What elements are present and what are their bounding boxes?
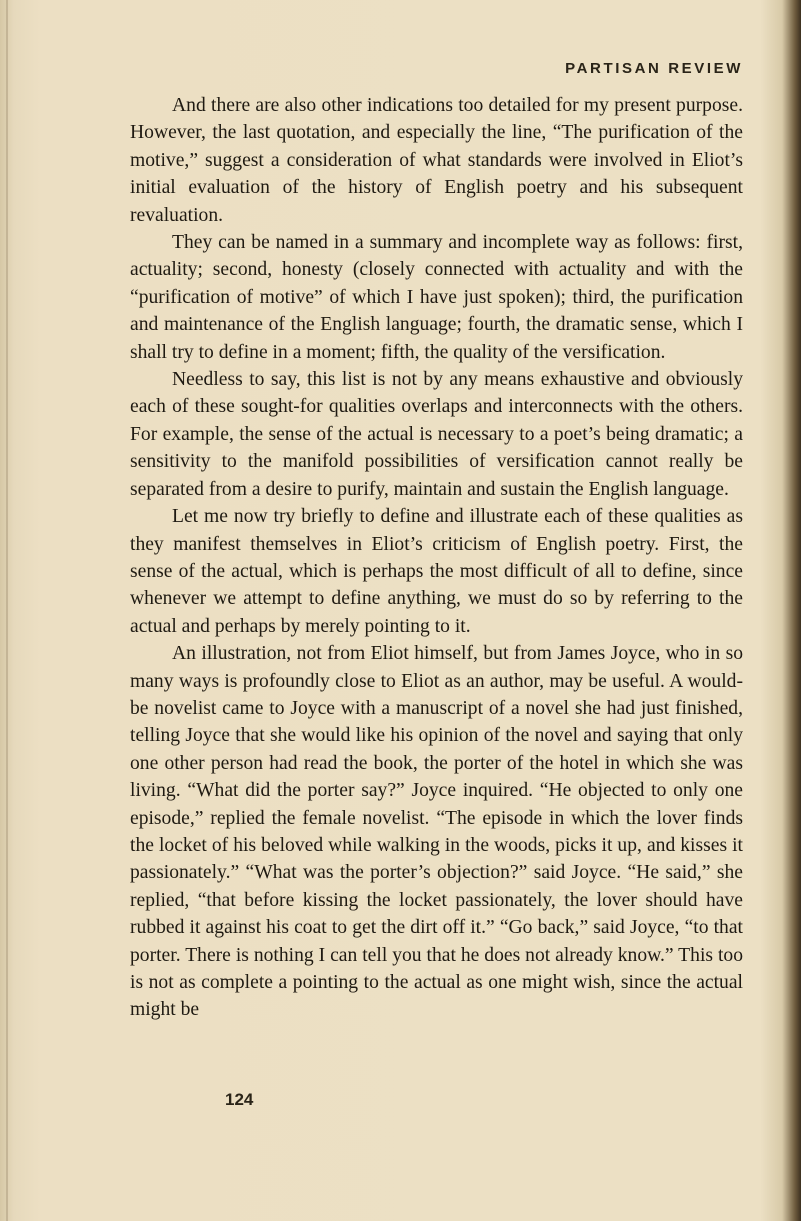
paragraph-3: Needless to say, this list is not by any means exhaustive and obviously each of these sought-for qualities overlaps and interconnects with the others. For example, the sense of the actual is necessary to a poet’s being dramatic; a sensitivity to the manifold possibilities of versification cannot really be separated from a desire to purify, maintain and sustain the English language. [130, 369, 743, 500]
running-head: PARTISAN REVIEW [565, 60, 743, 77]
paragraph-5: An illustration, not from Eliot himself, but from James Joyce, who in so many ways is profoundly close to Eliot as an author, may be useful. A would-be novelist came to Joyce with a manuscript of a novel she had just finished, telling Joyce that she would like his opinion of the novel and saying that only one other person had read the book, the porter of the hotel in which she was living. “What did the porter say?” Joyce inquired. “He objected to only one episode,” replied the female novelist. “The episode in which the lover finds the locket of his beloved while walking in the woods, picks it up, and kisses it passionately.” “What was the porter’s objection?” said Joyce. “He said,” she replied, “that before kissing the locket passionately, the lover should have rubbed it against his coat to get the dirt off it.” “Go back,” said Joyce, “to that porter. There is nothing I can tell you that he does not already know.” This too is not as complete a pointing to the actual as one might wish, since the actual might be [130, 643, 743, 1021]
paragraph-2: They can be named in a summary and incomplete way as follows: first, actuality; second, honesty (closely connected with actuality and with the “purification of motive” of which I have just spoken); third, the purification and maintenance of the English language; fourth, the dramatic sense, which I shall try to define in a moment; fifth, the quality of the versification. [130, 232, 743, 363]
paragraph-4: Let me now try briefly to define and illustrate each of these qualities as they manifest themselves in Eliot’s criticism of English poetry. First, the sense of the actual, which is perhaps the most difficult of all to define, since whenever we attempt to define anything, we must do so by referring to the actual and perhaps by merely pointing to it. [130, 506, 743, 637]
paragraph-1: And there are also other indications too detailed for my present purpose. However, the last quotation, and especially the line, “The purification of the motive,” suggest a consideration of what standards were involved in Eliot’s initial evaluation of the history of English poetry and his subsequent revaluation. [130, 95, 743, 226]
body-text [130, 92, 743, 1024]
page-number: 124 [225, 1090, 254, 1109]
page-gutter [6, 0, 8, 1221]
